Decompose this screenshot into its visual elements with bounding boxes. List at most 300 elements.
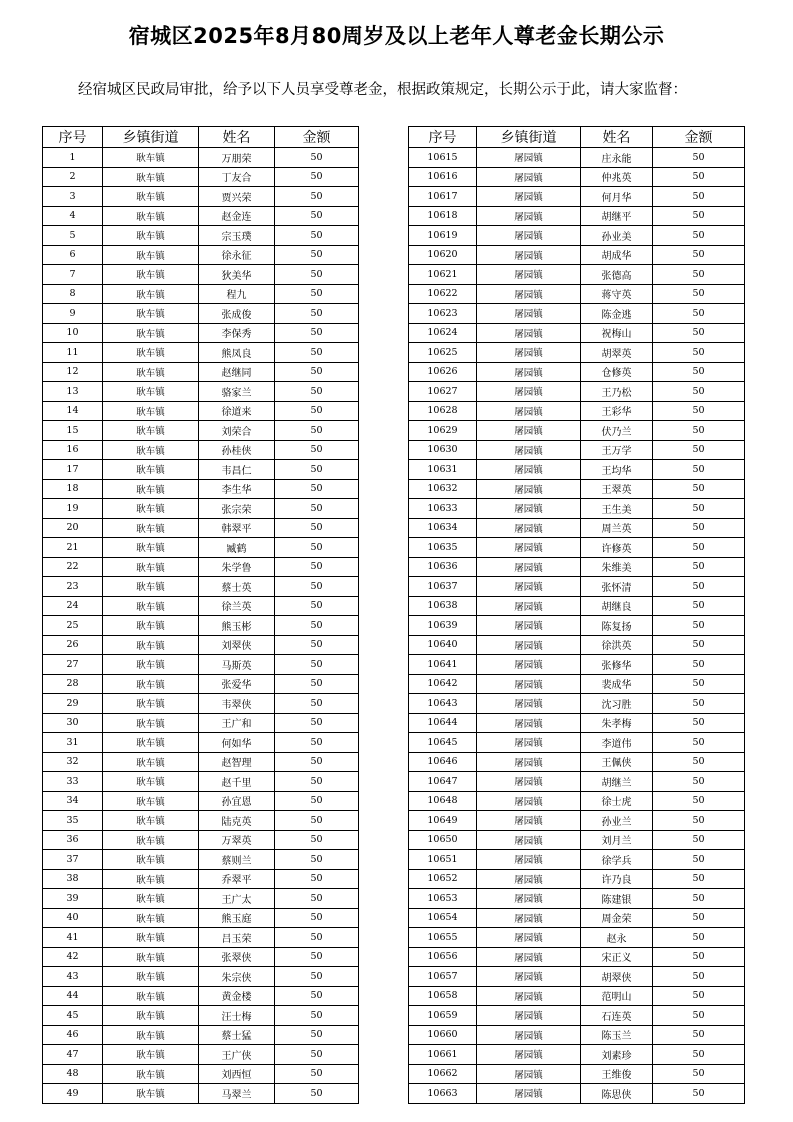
row-index-cell: 10653 xyxy=(409,889,477,909)
row-amount-cell: 50 xyxy=(275,752,359,772)
row-town-cell: 屠园镇 xyxy=(477,577,581,597)
row-amount-cell: 50 xyxy=(275,148,359,168)
row-town-cell: 屠园镇 xyxy=(477,245,581,265)
row-name-cell: 臧鹤 xyxy=(199,538,275,558)
row-index-cell: 10657 xyxy=(409,967,477,987)
row-amount-cell: 50 xyxy=(653,811,745,831)
row-index-cell: 10651 xyxy=(409,850,477,870)
row-amount-cell: 50 xyxy=(275,635,359,655)
row-index-cell: 45 xyxy=(43,1006,103,1026)
table-row xyxy=(43,421,359,441)
row-name-cell: 祝梅山 xyxy=(581,323,653,343)
table-row xyxy=(43,206,359,226)
row-town-cell: 屠园镇 xyxy=(477,752,581,772)
row-index-cell: 37 xyxy=(43,850,103,870)
row-town-cell: 屠园镇 xyxy=(477,986,581,1006)
row-town-cell: 耿车镇 xyxy=(103,850,199,870)
row-index-cell: 10663 xyxy=(409,1084,477,1104)
row-index-cell: 10635 xyxy=(409,538,477,558)
row-town-cell: 屠园镇 xyxy=(477,323,581,343)
table-row xyxy=(43,850,359,870)
row-town-cell: 耿车镇 xyxy=(103,967,199,987)
row-town-cell: 屠园镇 xyxy=(477,440,581,460)
row-name-cell: 王均华 xyxy=(581,460,653,480)
row-amount-cell: 50 xyxy=(653,772,745,792)
row-town-cell: 屠园镇 xyxy=(477,460,581,480)
row-town-cell: 耿车镇 xyxy=(103,440,199,460)
row-index-cell: 10629 xyxy=(409,421,477,441)
table-row xyxy=(409,460,745,480)
table-row xyxy=(43,928,359,948)
row-town-cell: 屠园镇 xyxy=(477,362,581,382)
table-row xyxy=(43,265,359,285)
row-name-cell: 刘荣合 xyxy=(199,421,275,441)
row-name-cell: 朱宗侠 xyxy=(199,967,275,987)
row-name-cell: 王维俊 xyxy=(581,1064,653,1084)
row-town-cell: 耿车镇 xyxy=(103,343,199,363)
row-amount-cell: 50 xyxy=(275,382,359,402)
row-index-cell: 44 xyxy=(43,986,103,1006)
row-town-cell: 屠园镇 xyxy=(477,421,581,441)
row-name-cell: 仲兆英 xyxy=(581,167,653,187)
row-town-cell: 耿车镇 xyxy=(103,577,199,597)
row-town-cell: 耿车镇 xyxy=(103,167,199,187)
row-amount-cell: 50 xyxy=(275,167,359,187)
row-name-cell: 刘翠侠 xyxy=(199,635,275,655)
row-index-cell: 10650 xyxy=(409,830,477,850)
row-name-cell: 韩翠平 xyxy=(199,518,275,538)
header-town: 乡镇街道 xyxy=(477,127,581,148)
row-town-cell: 耿车镇 xyxy=(103,772,199,792)
row-amount-cell: 50 xyxy=(653,226,745,246)
row-amount-cell: 50 xyxy=(275,596,359,616)
table-row xyxy=(409,733,745,753)
table-row xyxy=(43,343,359,363)
table-row xyxy=(43,1045,359,1065)
header-index: 序号 xyxy=(43,127,103,148)
row-name-cell: 徐道来 xyxy=(199,401,275,421)
right-table xyxy=(408,126,745,1104)
row-town-cell: 耿车镇 xyxy=(103,1064,199,1084)
header-town: 乡镇街道 xyxy=(103,127,199,148)
table-row xyxy=(409,577,745,597)
row-amount-cell: 50 xyxy=(275,362,359,382)
row-name-cell: 狄美华 xyxy=(199,265,275,285)
row-amount-cell: 50 xyxy=(653,382,745,402)
row-index-cell: 10637 xyxy=(409,577,477,597)
table-row xyxy=(409,791,745,811)
row-town-cell: 屠园镇 xyxy=(477,967,581,987)
row-name-cell: 吕玉荣 xyxy=(199,928,275,948)
row-name-cell: 徐兰英 xyxy=(199,596,275,616)
row-index-cell: 10655 xyxy=(409,928,477,948)
row-index-cell: 15 xyxy=(43,421,103,441)
table-row xyxy=(43,1025,359,1045)
table-row xyxy=(409,1064,745,1084)
row-town-cell: 屠园镇 xyxy=(477,187,581,207)
table-row xyxy=(409,869,745,889)
table-row xyxy=(43,382,359,402)
row-name-cell: 许修英 xyxy=(581,538,653,558)
row-index-cell: 10647 xyxy=(409,772,477,792)
row-index-cell: 10633 xyxy=(409,499,477,519)
row-town-cell: 耿车镇 xyxy=(103,479,199,499)
row-amount-cell: 50 xyxy=(275,226,359,246)
row-index-cell: 5 xyxy=(43,226,103,246)
row-name-cell: 熊凤良 xyxy=(199,343,275,363)
row-index-cell: 49 xyxy=(43,1084,103,1104)
table-row xyxy=(43,830,359,850)
row-index-cell: 13 xyxy=(43,382,103,402)
row-amount-cell: 50 xyxy=(653,401,745,421)
row-town-cell: 耿车镇 xyxy=(103,1084,199,1104)
row-amount-cell: 50 xyxy=(653,733,745,753)
table-row xyxy=(43,304,359,324)
table-row xyxy=(43,245,359,265)
row-amount-cell: 50 xyxy=(275,187,359,207)
row-town-cell: 耿车镇 xyxy=(103,596,199,616)
header-name: 姓名 xyxy=(581,127,653,148)
row-name-cell: 朱孝梅 xyxy=(581,713,653,733)
row-name-cell: 伏乃兰 xyxy=(581,421,653,441)
row-town-cell: 屠园镇 xyxy=(477,811,581,831)
row-amount-cell: 50 xyxy=(275,401,359,421)
row-amount-cell: 50 xyxy=(275,616,359,636)
row-town-cell: 屠园镇 xyxy=(477,557,581,577)
row-amount-cell: 50 xyxy=(653,421,745,441)
row-index-cell: 25 xyxy=(43,616,103,636)
row-name-cell: 庄永能 xyxy=(581,148,653,168)
row-town-cell: 耿车镇 xyxy=(103,655,199,675)
table-row xyxy=(43,362,359,382)
table-row xyxy=(409,226,745,246)
row-town-cell: 屠园镇 xyxy=(477,596,581,616)
row-name-cell: 李生华 xyxy=(199,479,275,499)
row-index-cell: 48 xyxy=(43,1064,103,1084)
row-town-cell: 屠园镇 xyxy=(477,401,581,421)
header-name: 姓名 xyxy=(199,127,275,148)
row-index-cell: 23 xyxy=(43,577,103,597)
left-table-body xyxy=(43,148,359,1104)
table-row xyxy=(43,226,359,246)
table-row xyxy=(43,655,359,675)
row-amount-cell: 50 xyxy=(653,908,745,928)
row-amount-cell: 50 xyxy=(275,1006,359,1026)
table-row xyxy=(43,908,359,928)
table-row xyxy=(43,596,359,616)
row-name-cell: 蒋守英 xyxy=(581,284,653,304)
table-row xyxy=(43,518,359,538)
row-town-cell: 屠园镇 xyxy=(477,616,581,636)
table-row xyxy=(409,889,745,909)
row-town-cell: 耿车镇 xyxy=(103,947,199,967)
row-town-cell: 耿车镇 xyxy=(103,811,199,831)
row-name-cell: 黄金楼 xyxy=(199,986,275,1006)
row-town-cell: 耿车镇 xyxy=(103,148,199,168)
row-amount-cell: 50 xyxy=(275,694,359,714)
row-index-cell: 10621 xyxy=(409,265,477,285)
row-town-cell: 屠园镇 xyxy=(477,772,581,792)
row-index-cell: 46 xyxy=(43,1025,103,1045)
row-name-cell: 贾兴荣 xyxy=(199,187,275,207)
row-amount-cell: 50 xyxy=(275,772,359,792)
row-name-cell: 朱维美 xyxy=(581,557,653,577)
row-index-cell: 10656 xyxy=(409,947,477,967)
row-town-cell: 屠园镇 xyxy=(477,148,581,168)
row-amount-cell: 50 xyxy=(275,343,359,363)
row-amount-cell: 50 xyxy=(653,323,745,343)
table-row xyxy=(409,1006,745,1026)
row-amount-cell: 50 xyxy=(275,869,359,889)
row-name-cell: 王翠英 xyxy=(581,479,653,499)
row-amount-cell: 50 xyxy=(275,284,359,304)
row-town-cell: 屠园镇 xyxy=(477,830,581,850)
row-name-cell: 何月华 xyxy=(581,187,653,207)
row-amount-cell: 50 xyxy=(653,479,745,499)
row-amount-cell: 50 xyxy=(653,460,745,480)
row-name-cell: 王万学 xyxy=(581,440,653,460)
row-index-cell: 10627 xyxy=(409,382,477,402)
row-town-cell: 耿车镇 xyxy=(103,284,199,304)
row-name-cell: 徐永征 xyxy=(199,245,275,265)
row-town-cell: 屠园镇 xyxy=(477,713,581,733)
row-amount-cell: 50 xyxy=(275,479,359,499)
table-row xyxy=(43,947,359,967)
table-row xyxy=(409,635,745,655)
row-town-cell: 耿车镇 xyxy=(103,674,199,694)
row-name-cell: 马斯英 xyxy=(199,655,275,675)
row-town-cell: 屠园镇 xyxy=(477,1006,581,1026)
row-index-cell: 10630 xyxy=(409,440,477,460)
row-name-cell: 裴成华 xyxy=(581,674,653,694)
row-name-cell: 张爱华 xyxy=(199,674,275,694)
table-row xyxy=(43,557,359,577)
row-town-cell: 屠园镇 xyxy=(477,1025,581,1045)
table-row xyxy=(409,167,745,187)
row-name-cell: 胡翠英 xyxy=(581,343,653,363)
right-header-row xyxy=(409,127,745,148)
row-index-cell: 6 xyxy=(43,245,103,265)
row-index-cell: 24 xyxy=(43,596,103,616)
row-name-cell: 蔡则兰 xyxy=(199,850,275,870)
table-row xyxy=(409,752,745,772)
row-town-cell: 耿车镇 xyxy=(103,830,199,850)
row-amount-cell: 50 xyxy=(653,167,745,187)
row-index-cell: 10661 xyxy=(409,1045,477,1065)
table-row xyxy=(43,1084,359,1104)
row-amount-cell: 50 xyxy=(653,206,745,226)
row-town-cell: 耿车镇 xyxy=(103,733,199,753)
row-name-cell: 蔡士猛 xyxy=(199,1025,275,1045)
row-town-cell: 耿车镇 xyxy=(103,421,199,441)
row-index-cell: 10628 xyxy=(409,401,477,421)
row-index-cell: 36 xyxy=(43,830,103,850)
table-row xyxy=(43,148,359,168)
row-amount-cell: 50 xyxy=(653,713,745,733)
row-name-cell: 王佩侠 xyxy=(581,752,653,772)
row-index-cell: 10 xyxy=(43,323,103,343)
row-amount-cell: 50 xyxy=(653,284,745,304)
row-name-cell: 万翠英 xyxy=(199,830,275,850)
table-row xyxy=(43,674,359,694)
row-index-cell: 10617 xyxy=(409,187,477,207)
row-town-cell: 耿车镇 xyxy=(103,694,199,714)
table-row xyxy=(409,967,745,987)
row-index-cell: 10626 xyxy=(409,362,477,382)
row-amount-cell: 50 xyxy=(653,304,745,324)
row-town-cell: 耿车镇 xyxy=(103,713,199,733)
row-amount-cell: 50 xyxy=(275,460,359,480)
row-name-cell: 韦翠侠 xyxy=(199,694,275,714)
row-amount-cell: 50 xyxy=(653,791,745,811)
row-town-cell: 耿车镇 xyxy=(103,538,199,558)
row-index-cell: 10631 xyxy=(409,460,477,480)
row-amount-cell: 50 xyxy=(653,616,745,636)
table-row xyxy=(409,1025,745,1045)
row-name-cell: 赵智理 xyxy=(199,752,275,772)
row-town-cell: 耿车镇 xyxy=(103,869,199,889)
row-amount-cell: 50 xyxy=(653,596,745,616)
row-amount-cell: 50 xyxy=(275,557,359,577)
row-amount-cell: 50 xyxy=(653,265,745,285)
row-name-cell: 张德高 xyxy=(581,265,653,285)
row-amount-cell: 50 xyxy=(275,304,359,324)
row-amount-cell: 50 xyxy=(275,206,359,226)
row-index-cell: 10649 xyxy=(409,811,477,831)
table-row xyxy=(409,1045,745,1065)
row-name-cell: 王广和 xyxy=(199,713,275,733)
row-town-cell: 屠园镇 xyxy=(477,947,581,967)
row-index-cell: 11 xyxy=(43,343,103,363)
row-amount-cell: 50 xyxy=(653,557,745,577)
row-index-cell: 27 xyxy=(43,655,103,675)
row-town-cell: 耿车镇 xyxy=(103,986,199,1006)
row-amount-cell: 50 xyxy=(653,1045,745,1065)
row-amount-cell: 50 xyxy=(653,947,745,967)
row-amount-cell: 50 xyxy=(275,1025,359,1045)
row-name-cell: 张修华 xyxy=(581,655,653,675)
row-index-cell: 14 xyxy=(43,401,103,421)
row-amount-cell: 50 xyxy=(275,1064,359,1084)
row-name-cell: 孙业美 xyxy=(581,226,653,246)
row-name-cell: 宗玉璞 xyxy=(199,226,275,246)
row-index-cell: 2 xyxy=(43,167,103,187)
table-row xyxy=(43,791,359,811)
row-index-cell: 32 xyxy=(43,752,103,772)
row-index-cell: 10644 xyxy=(409,713,477,733)
row-name-cell: 赵继同 xyxy=(199,362,275,382)
row-name-cell: 何如华 xyxy=(199,733,275,753)
row-amount-cell: 50 xyxy=(275,440,359,460)
row-index-cell: 10625 xyxy=(409,343,477,363)
table-row xyxy=(409,187,745,207)
row-name-cell: 蔡士英 xyxy=(199,577,275,597)
row-town-cell: 耿车镇 xyxy=(103,791,199,811)
row-index-cell: 28 xyxy=(43,674,103,694)
row-index-cell: 43 xyxy=(43,967,103,987)
row-name-cell: 陈金逃 xyxy=(581,304,653,324)
table-row xyxy=(409,616,745,636)
row-index-cell: 9 xyxy=(43,304,103,324)
row-index-cell: 10662 xyxy=(409,1064,477,1084)
table-row xyxy=(43,733,359,753)
row-amount-cell: 50 xyxy=(275,499,359,519)
table-row xyxy=(43,616,359,636)
row-town-cell: 屠园镇 xyxy=(477,304,581,324)
row-index-cell: 10654 xyxy=(409,908,477,928)
row-name-cell: 马翠兰 xyxy=(199,1084,275,1104)
row-index-cell: 10640 xyxy=(409,635,477,655)
table-row xyxy=(43,811,359,831)
row-name-cell: 石连英 xyxy=(581,1006,653,1026)
row-name-cell: 刘素珍 xyxy=(581,1045,653,1065)
row-amount-cell: 50 xyxy=(275,245,359,265)
row-index-cell: 35 xyxy=(43,811,103,831)
table-row xyxy=(43,713,359,733)
table-row xyxy=(409,850,745,870)
header-amount: 金额 xyxy=(653,127,745,148)
row-amount-cell: 50 xyxy=(653,362,745,382)
table-row xyxy=(409,830,745,850)
row-amount-cell: 50 xyxy=(275,323,359,343)
table-row xyxy=(409,557,745,577)
row-town-cell: 耿车镇 xyxy=(103,1045,199,1065)
table-row xyxy=(43,538,359,558)
table-row xyxy=(409,265,745,285)
row-amount-cell: 50 xyxy=(653,518,745,538)
table-row xyxy=(43,986,359,1006)
table-row xyxy=(43,187,359,207)
row-town-cell: 屠园镇 xyxy=(477,674,581,694)
row-name-cell: 赵永 xyxy=(581,928,653,948)
row-amount-cell: 50 xyxy=(653,499,745,519)
table-row xyxy=(409,401,745,421)
page-title: 宿城区2025年8月80周岁及以上老年人尊老金长期公示 xyxy=(128,24,665,48)
row-town-cell: 屠园镇 xyxy=(477,694,581,714)
row-index-cell: 30 xyxy=(43,713,103,733)
row-town-cell: 屠园镇 xyxy=(477,889,581,909)
table-row xyxy=(409,928,745,948)
table-row xyxy=(43,889,359,909)
row-index-cell: 10639 xyxy=(409,616,477,636)
row-name-cell: 王广太 xyxy=(199,889,275,909)
row-town-cell: 屠园镇 xyxy=(477,206,581,226)
table-row xyxy=(43,635,359,655)
row-town-cell: 耿车镇 xyxy=(103,362,199,382)
row-town-cell: 屠园镇 xyxy=(477,479,581,499)
table-row xyxy=(409,304,745,324)
table-row xyxy=(409,382,745,402)
row-name-cell: 王广侠 xyxy=(199,1045,275,1065)
row-index-cell: 10632 xyxy=(409,479,477,499)
row-name-cell: 朱学鲁 xyxy=(199,557,275,577)
row-index-cell: 10642 xyxy=(409,674,477,694)
row-town-cell: 耿车镇 xyxy=(103,1006,199,1026)
row-name-cell: 丁友合 xyxy=(199,167,275,187)
row-amount-cell: 50 xyxy=(275,830,359,850)
row-town-cell: 屠园镇 xyxy=(477,382,581,402)
row-amount-cell: 50 xyxy=(275,928,359,948)
row-index-cell: 10624 xyxy=(409,323,477,343)
row-town-cell: 屠园镇 xyxy=(477,284,581,304)
table-row xyxy=(43,499,359,519)
row-index-cell: 10622 xyxy=(409,284,477,304)
row-amount-cell: 50 xyxy=(653,1064,745,1084)
row-name-cell: 宋正义 xyxy=(581,947,653,967)
row-town-cell: 耿车镇 xyxy=(103,401,199,421)
row-index-cell: 1 xyxy=(43,148,103,168)
row-amount-cell: 50 xyxy=(653,538,745,558)
